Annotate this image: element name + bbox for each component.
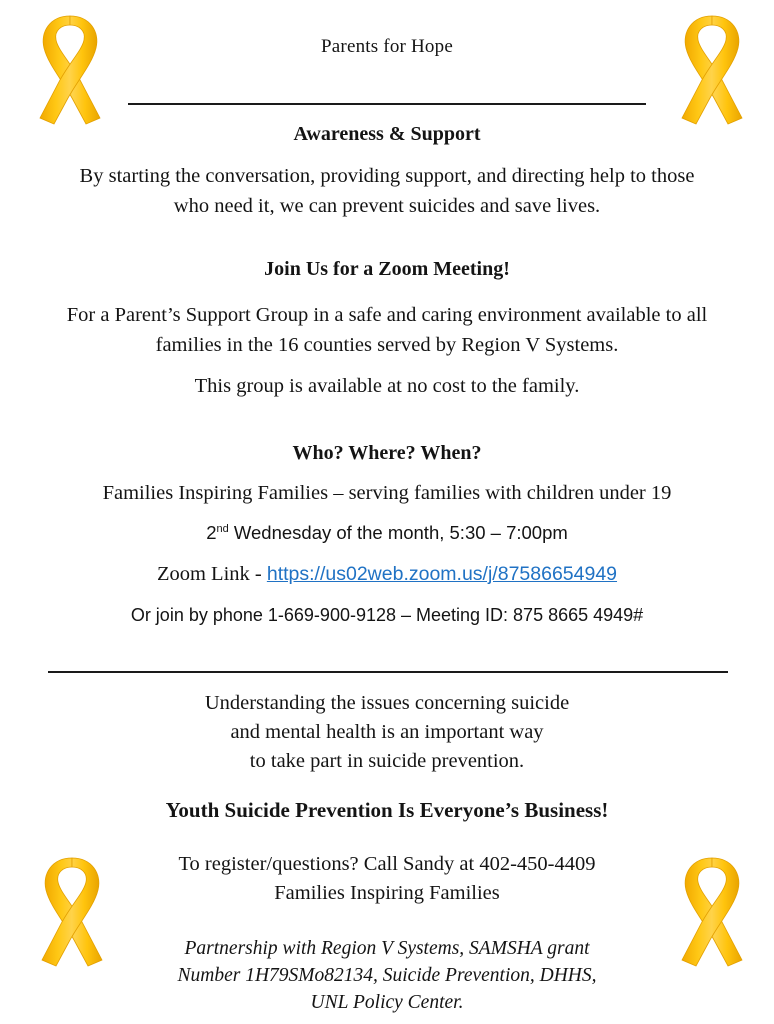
when-remainder: Wednesday of the month, 5:30 – 7:00pm [228,522,568,543]
zoom-meeting-link[interactable]: https://us02web.zoom.us/j/87586654949 [266,563,618,585]
zoom-link-label: Zoom Link - [156,563,267,585]
zoom-link-row [0,562,774,586]
section-heading-awareness: Awareness & Support [293,123,481,145]
dial-in-details: Or join by phone 1-669-900-9128 – Meeting ID: 875 8665 4949# [130,605,644,625]
details-who: Families Inspiring Families – serving families with children under 19 [102,482,672,504]
partnership-line-3: UNL Policy Center. [310,992,464,1013]
partnership-line-2: Number 1H79SMo82134, Suicide Prevention, DHHS, [177,965,597,986]
mission-text-line-1: By starting the conversation, providing support, and directing help to those [79,165,695,187]
closing-text-line-2: and mental health is an important way [230,721,544,743]
section-heading-join-us: Join Us for a Zoom Meeting! [264,258,510,280]
meeting-description-line-2: families in the 16 counties served by Region V Systems. [155,334,619,356]
partnership-line-1: Partnership with Region V Systems, SAMSHA grant [184,938,590,959]
page-title: Parents for Hope [321,36,453,57]
closing-text-line-1: Understanding the issues concerning suicide [204,692,570,714]
awareness-ribbon-icon [664,6,760,134]
closing-text-line-3: to take part in suicide prevention. [249,750,525,772]
section-heading-who-where-when: Who? Where? When? [292,442,482,464]
contact-organization: Families Inspiring Families [274,882,500,904]
meeting-description-line-1: For a Parent’s Support Group in a safe and caring environment available to all [66,304,708,326]
contact-register-line: To register/questions? Call Sandy at 402-450-4409 [178,853,596,875]
awareness-ribbon-icon [22,6,118,134]
when-ordinal-number: 2 [206,522,217,543]
footer-divider [48,671,728,673]
mission-text-line-2: who need it, we can prevent suicides and save lives. [173,195,601,217]
header-divider [128,103,646,105]
details-when [0,522,774,544]
when-ordinal-suffix: nd [216,522,229,535]
tagline: Youth Suicide Prevention Is Everyone’s Business! [165,798,609,822]
meeting-cost-note: This group is available at no cost to the family. [194,375,580,397]
